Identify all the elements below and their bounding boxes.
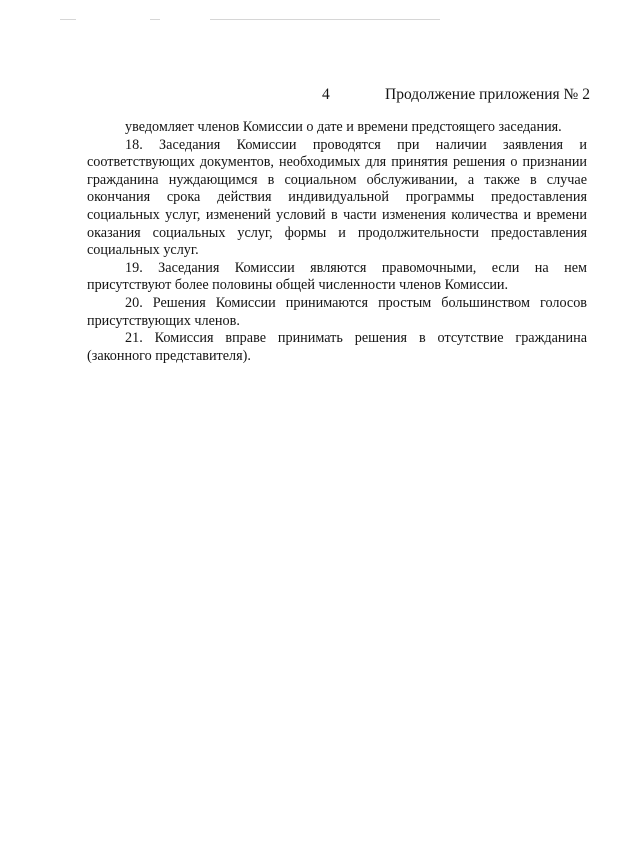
- paragraph-continuation: уведомляет членов Комиссии о дате и времени предстоящего заседания.: [125, 119, 562, 135]
- page-number: 4: [322, 86, 330, 103]
- scan-artifact: [210, 19, 440, 20]
- document-body: [87, 119, 587, 365]
- scan-artifact: [60, 19, 76, 20]
- scan-artifact: [150, 19, 160, 20]
- paragraph-18: 18. Заседания Комиссии проводятся при наличии заявления и соответствующих документов, необходимых для принятия решения о признании гражданина нуждающимся в социальном обслуживании, а также в случае окончания срока действия индивидуальной программы предоставления социальных услуг, изменений условий в части изменения количества и времени оказания социальных услуг, формы и продолжительности предоставления социальных услуг.: [87, 136, 587, 259]
- appendix-continuation-label: Продолжение приложения № 2: [385, 86, 590, 103]
- page-header: [0, 86, 640, 106]
- paragraph-19: 19. Заседания Комиссии являются правомочными, если на нем присутствуют более половины общей численности членов Комиссии.: [87, 259, 587, 294]
- paragraph-21: 21. Комиссия вправе принимать решения в отсутствие гражданина (законного представителя).: [87, 330, 587, 364]
- paragraph-20: 20. Решения Комиссии принимаются простым большинством голосов присутствующих членов.: [87, 294, 587, 329]
